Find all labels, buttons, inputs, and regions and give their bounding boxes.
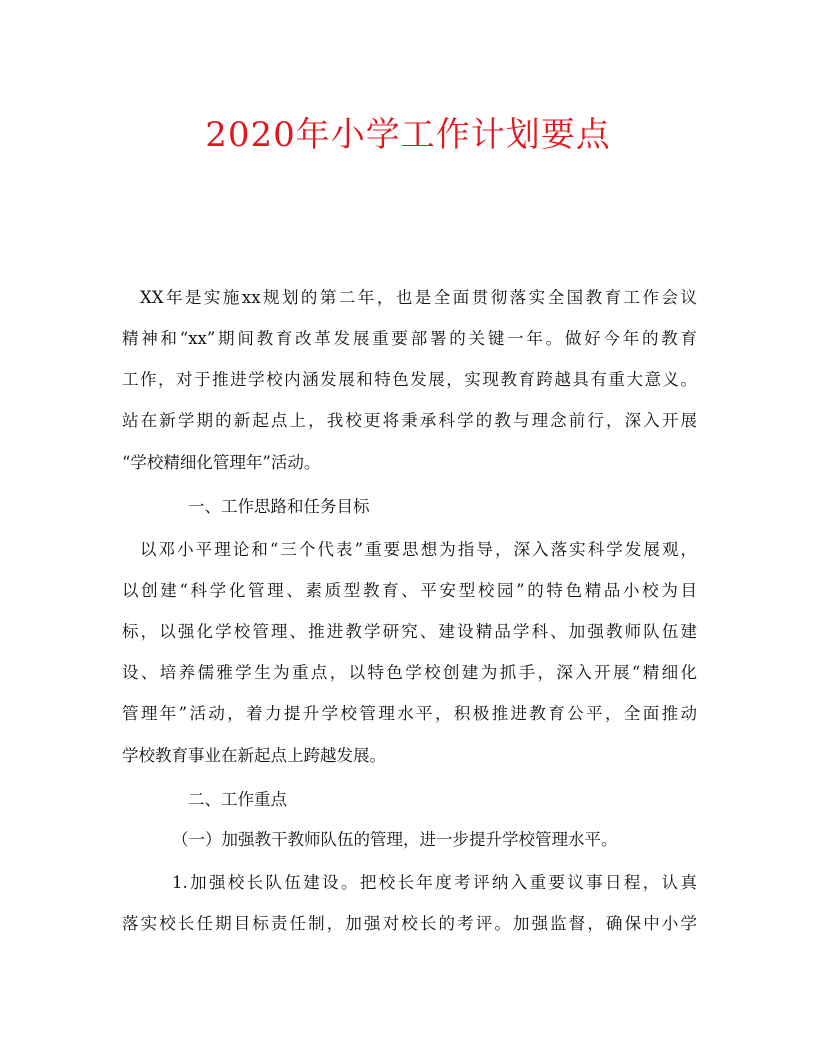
paragraph-line: 管理年”活动，着力提升学校管理水平，积极推进教育公平，全面推动 xyxy=(122,704,697,723)
paragraph-line: 设、培养儒雅学生为重点，以特色学校创建为抓手，深入开展“精细化 xyxy=(122,663,697,682)
paragraph-line: 标，以强化学校管理、推进教学研究、建设精品学科、加强教师队伍建 xyxy=(122,622,697,641)
paragraph-line: 以创建“科学化管理、素质型教育、平安型校园”的特色精品小校为目 xyxy=(122,581,697,600)
paragraph-line: 落实校长任期目标责任制，加强对校长的考评。加强监督，确保中小学 xyxy=(122,914,697,933)
paragraph-line: 精神和“xx”期间教育改革发展重要部署的关键一年。做好今年的教育 xyxy=(122,329,697,348)
paragraph-line: “学校精细化管理年”活动。 xyxy=(122,453,321,472)
paragraph-line: 学校教育事业在新起点上跨越发展。 xyxy=(122,746,386,765)
paragraph-line: 站在新学期的新起点上，我校更将秉承科学的教与理念前行，深入开展 xyxy=(122,411,697,430)
paragraph-line: 1.加强校长队伍建设。把校长年度考评纳入重要议事日程，认真 xyxy=(172,873,697,892)
paragraph-line: XX年是实施xx规划的第二年，也是全面贯彻落实全国教育工作会议 xyxy=(140,288,697,307)
subsection-heading: （一）加强教干教师队伍的管理，进一步提升学校管理水平。 xyxy=(172,830,618,849)
paragraph-line: 工作，对于推进学校内涵发展和特色发展，实现教育跨越具有重大意义。 xyxy=(122,370,697,389)
document-title: 2020年小学工作计划要点 xyxy=(205,115,611,155)
paragraph-line: 以邓小平理论和“三个代表”重要思想为指导，深入落实科学发展观， xyxy=(140,540,697,559)
section-heading: 二、工作重点 xyxy=(188,790,287,809)
section-heading: 一、工作思路和任务目标 xyxy=(188,497,370,516)
